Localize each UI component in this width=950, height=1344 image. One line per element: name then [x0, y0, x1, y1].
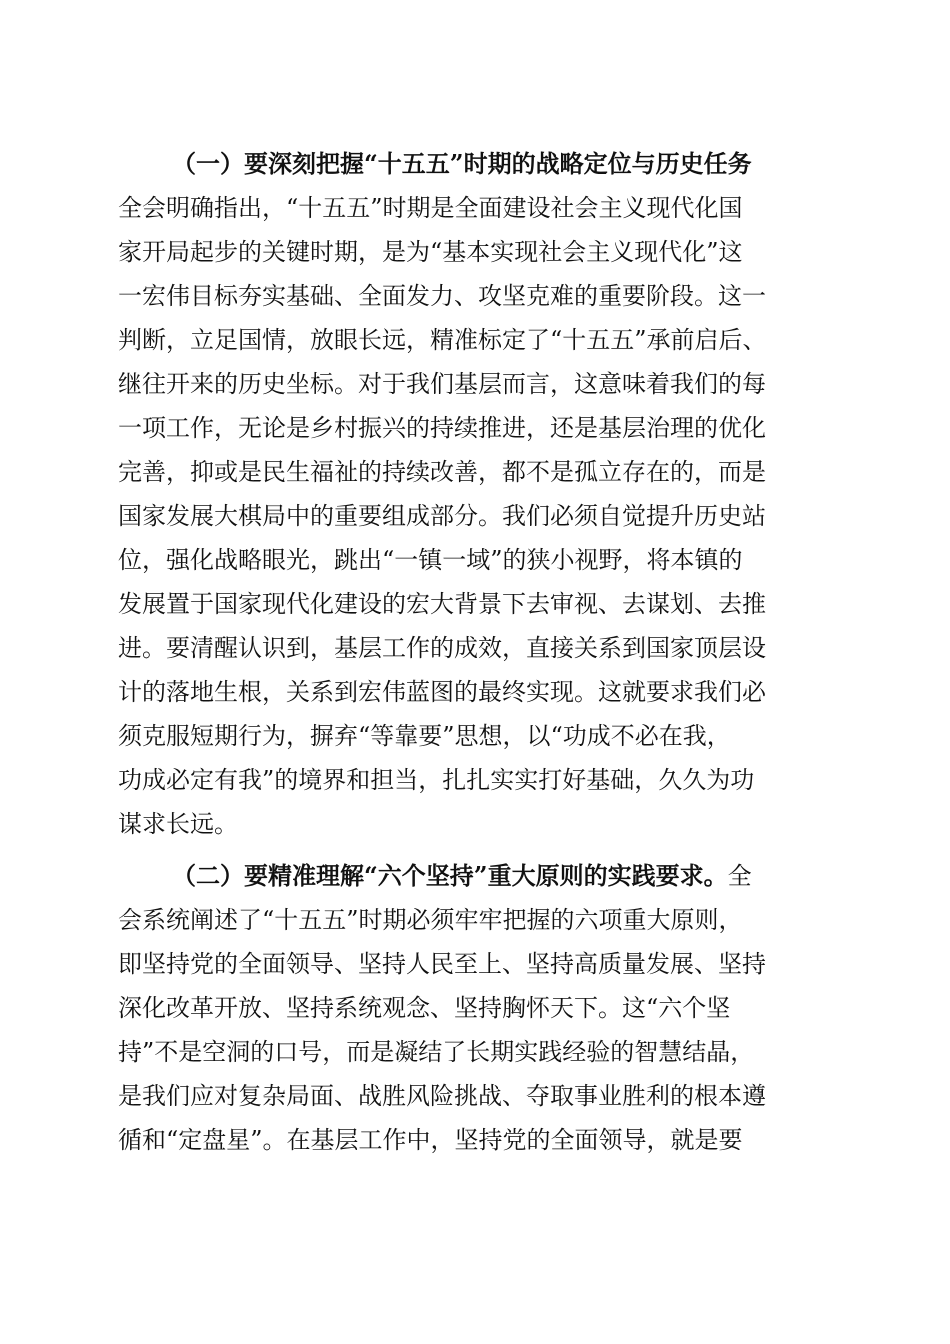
- paragraph-line: 继往开来的历史坐标。对于我们基层而言，这意味着我们的每: [118, 370, 766, 398]
- paragraph-line: 进。要清醒认识到，基层工作的成效，直接关系到国家顶层设: [118, 634, 766, 662]
- paragraph-line: 家开局起步的关键时期，是为“基本实现社会主义现代化”这: [118, 238, 743, 266]
- paragraph-line: 完善，抑或是民生福祉的持续改善，都不是孤立存在的，而是: [118, 458, 766, 486]
- paragraph-line: 持”不是空洞的口号，而是凝结了长期实践经验的智慧结晶，: [118, 1038, 755, 1066]
- section-1-heading: [172, 146, 950, 182]
- paragraph-line: 判断，立足国情，放眼长远，精准标定了“十五五”承前启后、: [118, 326, 767, 354]
- paragraph-line: 全会明确指出，“十五五”时期是全面建设社会主义现代化国: [118, 194, 743, 222]
- paragraph-line: 会系统阐述了“十五五”时期必须牢牢把握的六项重大原则，: [118, 906, 743, 934]
- section-2-heading: [172, 858, 950, 894]
- paragraph-line: 位，强化战略眼光，跳出“一镇一域”的狭小视野，将本镇的: [118, 546, 743, 574]
- paragraph-line: 须克服短期行为，摒弃“等靠要”思想，以“功成不必在我，: [118, 722, 731, 750]
- paragraph-line: 即坚持党的全面领导、坚持人民至上、坚持高质量发展、坚持: [118, 950, 766, 978]
- paragraph-line: 是我们应对复杂局面、战胜风险挑战、夺取事业胜利的根本遵: [118, 1082, 766, 1110]
- paragraph-line: 谋求长远。: [118, 810, 238, 838]
- paragraph-line: 一宏伟目标夯实基础、全面发力、攻坚克难的重要阶段。这一: [118, 282, 766, 310]
- paragraph-line: 发展置于国家现代化建设的宏大背景下去审视、去谋划、去推: [118, 590, 766, 618]
- section-2-heading-text: （二）要精准理解“六个坚持”重大原则的实践要求。: [172, 861, 728, 890]
- section-2-heading-continuation: 全: [727, 862, 752, 890]
- section-1-heading-text: （一）要深刻把握“十五五”时期的战略定位与历史任务: [172, 149, 752, 178]
- paragraph-line: 功成必定有我”的境界和担当，扎扎实实打好基础，久久为功: [118, 766, 755, 794]
- paragraph-line: 循和“定盘星”。在基层工作中，坚持党的全面领导，就是要: [118, 1126, 743, 1154]
- paragraph-line: 一项工作，无论是乡村振兴的持续推进，还是基层治理的优化: [118, 414, 766, 442]
- paragraph-line: 深化改革开放、坚持系统观念、坚持胸怀天下。这“六个坚: [118, 994, 731, 1022]
- paragraph-line: 国家发展大棋局中的重要组成部分。我们必须自觉提升历史站: [118, 502, 766, 530]
- paragraph-line: 计的落地生根，关系到宏伟蓝图的最终实现。这就要求我们必: [118, 678, 766, 706]
